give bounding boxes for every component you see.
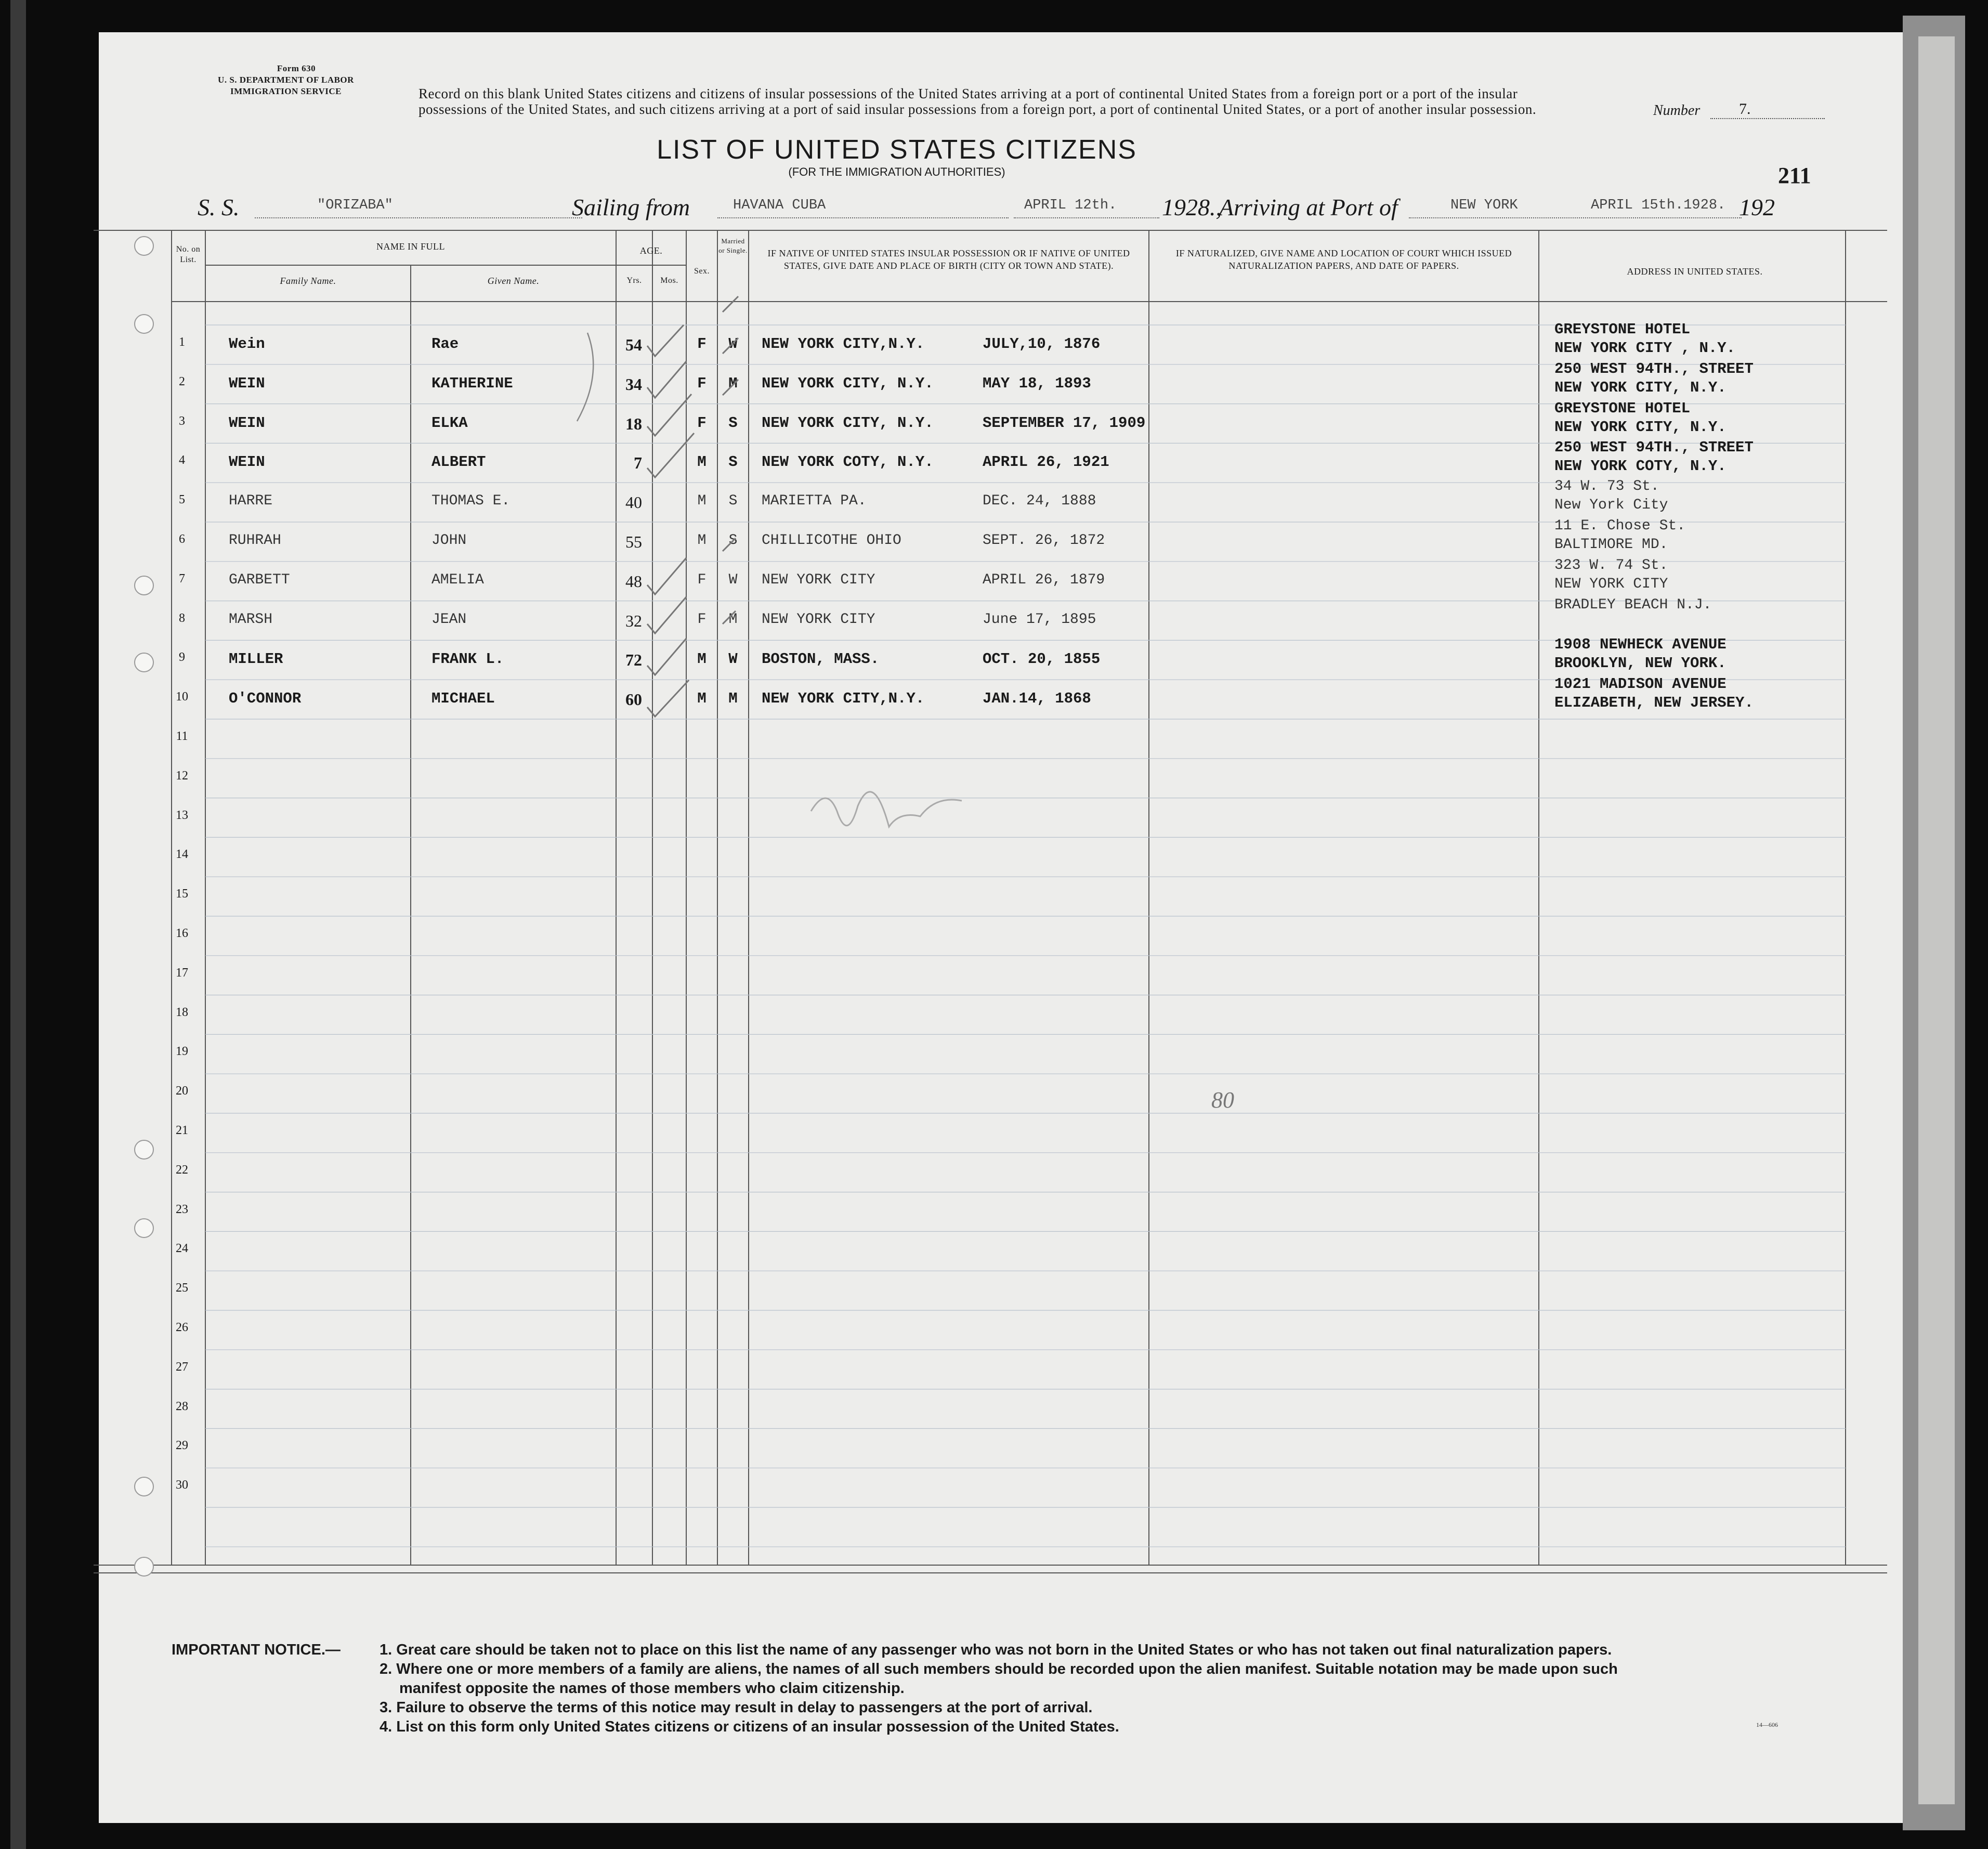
- address-line-1: BRADLEY BEACH N.J.: [1554, 596, 1712, 613]
- family-name: HARRE: [229, 493, 273, 510]
- col-header-mos: Mos.: [660, 276, 678, 285]
- row-number: 4: [179, 453, 185, 467]
- address-line-2: BALTIMORE MD.: [1554, 537, 1668, 553]
- address-line-1: 323 W. 74 St.: [1554, 557, 1668, 574]
- given-name: MICHAEL: [431, 690, 495, 708]
- marital-status: W: [728, 571, 738, 588]
- marital-status: M: [728, 611, 738, 628]
- given-name: THOMAS E.: [431, 493, 511, 510]
- sex: F: [697, 571, 707, 588]
- row-number: 27: [176, 1360, 188, 1374]
- family-name: WEIN: [229, 414, 265, 432]
- arriving-date: APRIL 15th.1928.: [1591, 198, 1726, 213]
- marital-status: S: [728, 532, 738, 549]
- birth-place: NEW YORK CITY: [762, 611, 875, 628]
- marital-status: S: [728, 493, 738, 510]
- given-name: KATHERINE: [431, 374, 513, 392]
- col-header-naturalized: IF NATURALIZED, GIVE NAME AND LOCATION OF COURT WHICH ISSUED NATURALIZATION PAPERS, AND DATE OF PAPERS.: [1175, 248, 1512, 271]
- birth-date: June 17, 1895: [983, 611, 1096, 628]
- pencil-scribble: [811, 792, 962, 827]
- record-instructions: Record on this blank United States citizens and citizens of insular possessions of the United States arriving at a port of continental United States from a foreign port or a port of the insular possessions of the United States, and such citizens arriving at a port of said insular possessions from a foreign port, a port of continental United States, or a port of another insular possession.: [418, 86, 1537, 117]
- age-years: 32: [625, 611, 642, 630]
- address-line-2: BROOKLYN, NEW YORK.: [1554, 655, 1727, 672]
- row-number: 25: [176, 1281, 188, 1295]
- number-label: Number: [1653, 102, 1701, 119]
- col-header-birth: IF NATIVE OF UNITED STATES INSULAR POSSESSION OR IF NATIVE OF UNITED STATES, GIVE DATE AND PLACE OF BIRTH (CITY OR TOWN AND STATE).: [767, 248, 1130, 271]
- sailing-label: Sailing from: [572, 194, 690, 220]
- family-name: MARSH: [229, 611, 273, 628]
- family-name: Wein: [229, 335, 265, 353]
- family-name: GARBETT: [229, 571, 290, 588]
- arriving-label: Arriving at Port of: [1219, 194, 1398, 220]
- address-line-1: 1021 MADISON AVENUE: [1554, 675, 1727, 693]
- notice-item-2-cont: manifest opposite the names of those members who claim citizenship.: [399, 1680, 905, 1697]
- age-years: 40: [625, 493, 642, 512]
- row-number: 13: [176, 808, 188, 822]
- birth-date: DEC. 24, 1888: [983, 493, 1096, 510]
- row-number: 21: [176, 1124, 188, 1137]
- col-header-given-name: Given Name.: [487, 276, 540, 286]
- marital-status: M: [728, 690, 738, 708]
- marital-status: W: [728, 335, 738, 353]
- row-number: 14: [176, 848, 188, 862]
- address-line-1: 250 WEST 94TH., STREET: [1554, 439, 1754, 457]
- family-name: RUHRAH: [229, 532, 281, 549]
- marital-status: S: [728, 414, 738, 432]
- sailing-from: HAVANA CUBA: [717, 198, 1009, 218]
- given-name: ELKA: [431, 414, 468, 432]
- age-years: 60: [625, 690, 642, 709]
- checkmarks: [647, 296, 738, 717]
- service-name: IMMIGRATION SERVICE: [230, 86, 342, 96]
- family-name: O'CONNOR: [229, 690, 302, 708]
- sailing-year: 1928.,: [1162, 194, 1222, 220]
- row-number: 15: [176, 887, 188, 901]
- row-number: 16: [176, 927, 188, 940]
- row-number: 20: [176, 1084, 188, 1098]
- address-line-2: NEW YORK CITY , N.Y.: [1554, 340, 1736, 357]
- age-years: 18: [625, 414, 642, 433]
- birth-place: NEW YORK CITY, N.Y.: [762, 414, 934, 432]
- arriving-year: 192: [1739, 194, 1775, 220]
- marital-status: W: [728, 650, 738, 668]
- given-name: Rae: [431, 335, 459, 353]
- age-years: 72: [625, 650, 642, 670]
- sex: F: [697, 374, 707, 392]
- age-years: 55: [625, 532, 642, 551]
- birth-place: CHILLICOTHE OHIO: [762, 532, 901, 549]
- address-line-2: New York City: [1554, 497, 1668, 514]
- row-number: 1: [179, 335, 185, 349]
- sex: F: [697, 335, 707, 353]
- sailing-date: APRIL 12th.: [1014, 198, 1159, 218]
- sex: M: [697, 493, 707, 510]
- row-number: 9: [179, 650, 185, 665]
- list-number: 7.: [1710, 100, 1825, 119]
- row-number: 17: [176, 966, 188, 980]
- birth-date: APRIL 26, 1921: [983, 453, 1109, 471]
- address-line-1: 11 E. Chose St.: [1554, 518, 1686, 534]
- given-name: ALBERT: [431, 453, 486, 471]
- age-years: 48: [625, 571, 642, 591]
- ship-name: "ORIZABA": [255, 198, 582, 218]
- birth-place: NEW YORK CITY,N.Y.: [762, 335, 925, 353]
- form-code: 14—606: [1756, 1721, 1778, 1728]
- row-number: 3: [179, 414, 185, 428]
- row-number: 22: [176, 1163, 188, 1177]
- col-header-address: ADDRESS IN UNITED STATES.: [1627, 266, 1763, 277]
- col-header-family-name: Family Name.: [280, 276, 336, 286]
- address-line-1: GREYSTONE HOTEL: [1554, 399, 1691, 417]
- notice-item-4: 4. List on this form only United States citizens or citizens of an insular possession of the United States.: [380, 1718, 1119, 1735]
- col-header-sex: Sex.: [694, 267, 710, 276]
- given-name: JEAN: [431, 611, 467, 628]
- marital-status: S: [728, 453, 738, 471]
- row-number: 28: [176, 1399, 188, 1413]
- col-header-age: AGE.: [639, 245, 663, 256]
- col-header-married: Married or Single.: [718, 237, 748, 254]
- birth-date: SEPT. 26, 1872: [983, 532, 1105, 549]
- document-subtitle: (FOR THE IMMIGRATION AUTHORITIES): [788, 165, 1005, 178]
- row-number: 10: [176, 690, 188, 704]
- margin-note: 80: [1211, 1087, 1234, 1113]
- row-number: 18: [176, 1005, 188, 1019]
- birth-date: OCT. 20, 1855: [983, 650, 1101, 668]
- address-line-2: NEW YORK CITY, N.Y.: [1554, 418, 1727, 436]
- given-name: FRANK L.: [431, 650, 504, 668]
- page-number: 211: [1778, 163, 1811, 188]
- row-number: 7: [179, 571, 185, 585]
- birth-place: NEW YORK CITY: [762, 571, 875, 588]
- col-header-yrs: Yrs.: [626, 276, 642, 285]
- address-line-2: NEW YORK COTY, N.Y.: [1554, 458, 1727, 475]
- birth-date: SEPTEMBER 17, 1909: [983, 414, 1146, 432]
- family-name: WEIN: [229, 453, 265, 471]
- sex: M: [697, 532, 707, 549]
- form-number: Form 630: [277, 63, 316, 73]
- birth-place: MARIETTA PA.: [762, 493, 867, 510]
- address-line-1: 1908 NEWHECK AVENUE: [1554, 636, 1727, 654]
- col-header-name-in-full: NAME IN FULL: [376, 241, 445, 252]
- notice-item-3: 3. Failure to observe the terms of this notice may result in delay to passengers at the port of arrival.: [380, 1699, 1093, 1716]
- birth-place: NEW YORK COTY, N.Y.: [762, 453, 934, 471]
- notice-label: IMPORTANT NOTICE.—: [172, 1642, 341, 1658]
- given-name: AMELIA: [431, 571, 484, 588]
- bracket-mark: [577, 333, 593, 421]
- sex: M: [697, 650, 707, 668]
- arriving-port: NEW YORK: [1409, 198, 1742, 218]
- birth-date: JULY,10, 1876: [983, 335, 1101, 353]
- department-name: U. S. DEPARTMENT OF LABOR: [218, 75, 354, 85]
- row-number: 8: [179, 611, 185, 625]
- birth-date: APRIL 26, 1879: [983, 571, 1105, 588]
- age-years: 34: [625, 374, 642, 394]
- notice-item-2: 2. Where one or more members of a family are aliens, the names of all such members should be recorded upon the alien manifest. Suitable notation may be made upon such: [380, 1661, 1618, 1677]
- birth-place: NEW YORK CITY, N.Y.: [762, 374, 934, 392]
- birth-place: NEW YORK CITY,N.Y.: [762, 690, 925, 708]
- given-name: JOHN: [431, 532, 467, 549]
- notice-item-1: 1. Great care should be taken not to place on this list the name of any passenger who was not born in the United States or who has not taken out final naturalization papers.: [380, 1642, 1612, 1658]
- address-line-1: 34 W. 73 St.: [1554, 478, 1659, 495]
- marital-status: M: [728, 374, 738, 392]
- age-years: 7: [634, 453, 642, 473]
- col-header-no: No. on List.: [176, 245, 201, 264]
- row-number: 5: [179, 493, 185, 507]
- row-number: 30: [176, 1478, 188, 1492]
- row-number: 12: [176, 769, 188, 783]
- birth-date: MAY 18, 1893: [983, 374, 1091, 392]
- sex: M: [697, 453, 707, 471]
- family-name: MILLER: [229, 650, 283, 668]
- birth-date: JAN.14, 1868: [983, 690, 1091, 708]
- address-line-1: 250 WEST 94TH., STREET: [1554, 360, 1754, 377]
- birth-place: BOSTON, MASS.: [762, 650, 880, 668]
- row-number: 2: [179, 374, 185, 388]
- sex: M: [697, 690, 707, 708]
- row-number: 6: [179, 532, 185, 546]
- row-number: 11: [176, 730, 188, 743]
- row-number: 19: [176, 1045, 188, 1059]
- family-name: WEIN: [229, 374, 265, 392]
- ss-label: S. S.: [198, 194, 240, 220]
- age-years: 54: [625, 335, 642, 354]
- sex: F: [697, 414, 707, 432]
- row-number: 23: [176, 1202, 188, 1216]
- sex: F: [697, 611, 707, 628]
- address-line-2: ELIZABETH, NEW JERSEY.: [1554, 694, 1754, 712]
- row-number: 24: [176, 1242, 188, 1256]
- address-line-2: NEW YORK CITY: [1554, 576, 1668, 592]
- document-title: LIST OF UNITED STATES CITIZENS: [657, 135, 1137, 165]
- address-line-1: GREYSTONE HOTEL: [1554, 321, 1691, 338]
- row-number: 26: [176, 1321, 188, 1334]
- address-line-2: NEW YORK CITY, N.Y.: [1554, 379, 1727, 396]
- row-number: 29: [176, 1439, 188, 1453]
